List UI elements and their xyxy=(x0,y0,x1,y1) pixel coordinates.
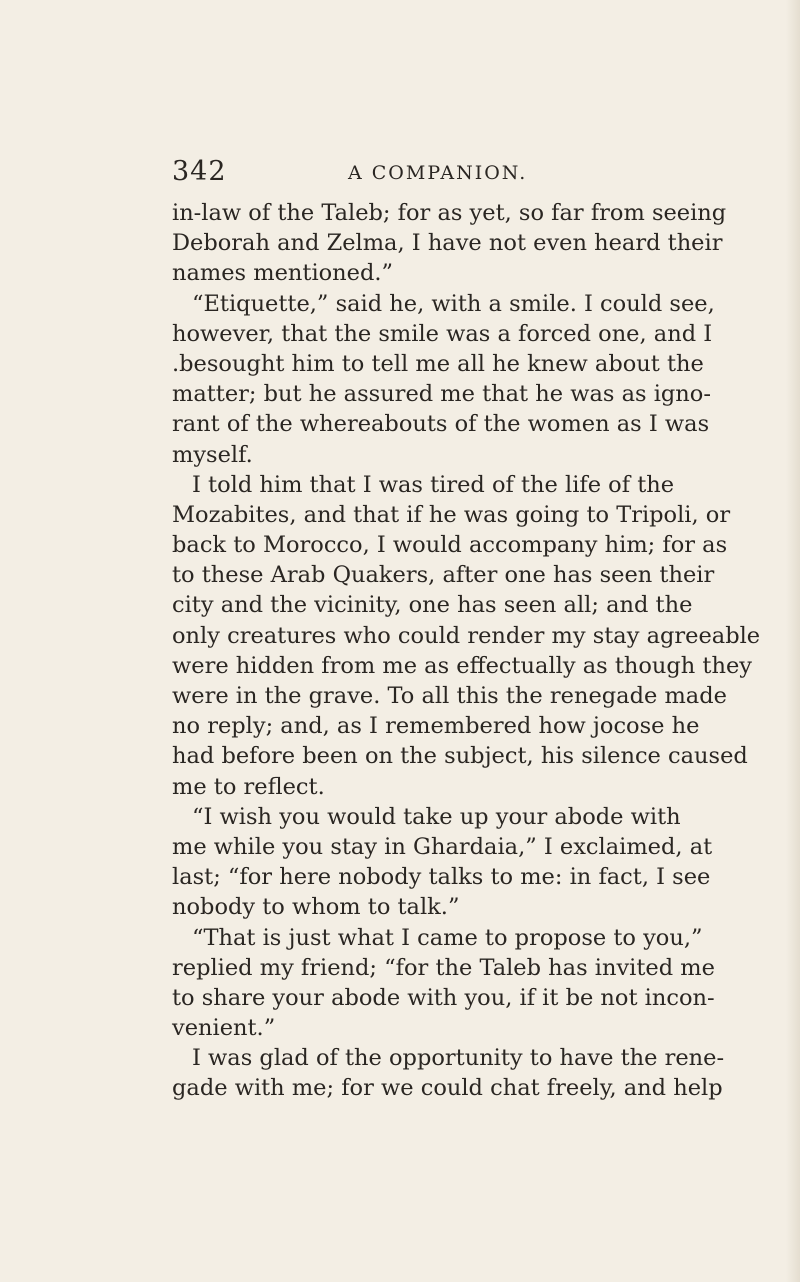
text-line: I told him that I was tired of the life of the xyxy=(192,471,675,498)
text-line: “I wish you would take up your abode with xyxy=(192,803,681,830)
running-title: A COMPANION. xyxy=(348,162,528,184)
text-line: Deborah and Zelma, I have not even heard their xyxy=(172,230,723,257)
text-line: rant of the whereabouts of the women as I was xyxy=(172,411,710,438)
text-line: only creatures who could render my stay agreeable xyxy=(172,622,761,649)
text-line: back to Morocco, I would accompany him; for as xyxy=(172,532,728,559)
text-line: to share your abode with you, if it be not incon- xyxy=(172,984,715,1011)
text-line: in-law of the Taleb; for as yet, so far from seeing xyxy=(172,200,727,226)
text-line: “That is just what I came to propose to you,” xyxy=(192,924,703,951)
text-line: Mozabites, and that if he was going to Tripoli, or xyxy=(172,501,731,528)
text-line: were in the grave. To all this the renegade made xyxy=(172,683,727,709)
body-text xyxy=(172,198,761,1104)
text-line: “Etiquette,” said he, with a smile. I could see, xyxy=(192,290,715,317)
text-line: me while you stay in Ghardaia,” I exclaimed, at xyxy=(172,833,713,860)
page-edge-shadow xyxy=(786,0,800,1282)
text-line: last; “for here nobody talks to me: in fact, I see xyxy=(172,864,711,891)
text-line: were hidden from me as effectually as though they xyxy=(172,652,752,679)
text-line: gade with me; for we could chat freely, and help xyxy=(172,1075,723,1102)
text-line: replied my friend; “for the Taleb has invited me xyxy=(172,954,715,981)
text-line: names mentioned.” xyxy=(172,260,394,287)
text-line: had before been on the subject, his silence caused xyxy=(172,743,748,770)
text-line: me to reflect. xyxy=(172,773,325,800)
text-line: however, that the smile was a forced one, and I xyxy=(172,320,713,347)
text-line: .besought him to tell me all he knew about the xyxy=(172,350,704,377)
text-line: no reply; and, as I remembered how jocose he xyxy=(172,713,700,740)
page-number: 342 xyxy=(172,156,227,187)
text-line: myself. xyxy=(172,441,253,468)
text-line: nobody to whom to talk.” xyxy=(172,894,460,921)
text-line: venient.” xyxy=(172,1015,276,1042)
running-head xyxy=(172,156,692,192)
text-line: to these Arab Quakers, after one has seen their xyxy=(172,562,715,589)
text-line: matter; but he assured me that he was as igno- xyxy=(172,381,711,408)
text-line: city and the vicinity, one has seen all; and the xyxy=(172,592,693,619)
text-line: I was glad of the opportunity to have the rene- xyxy=(192,1045,725,1072)
